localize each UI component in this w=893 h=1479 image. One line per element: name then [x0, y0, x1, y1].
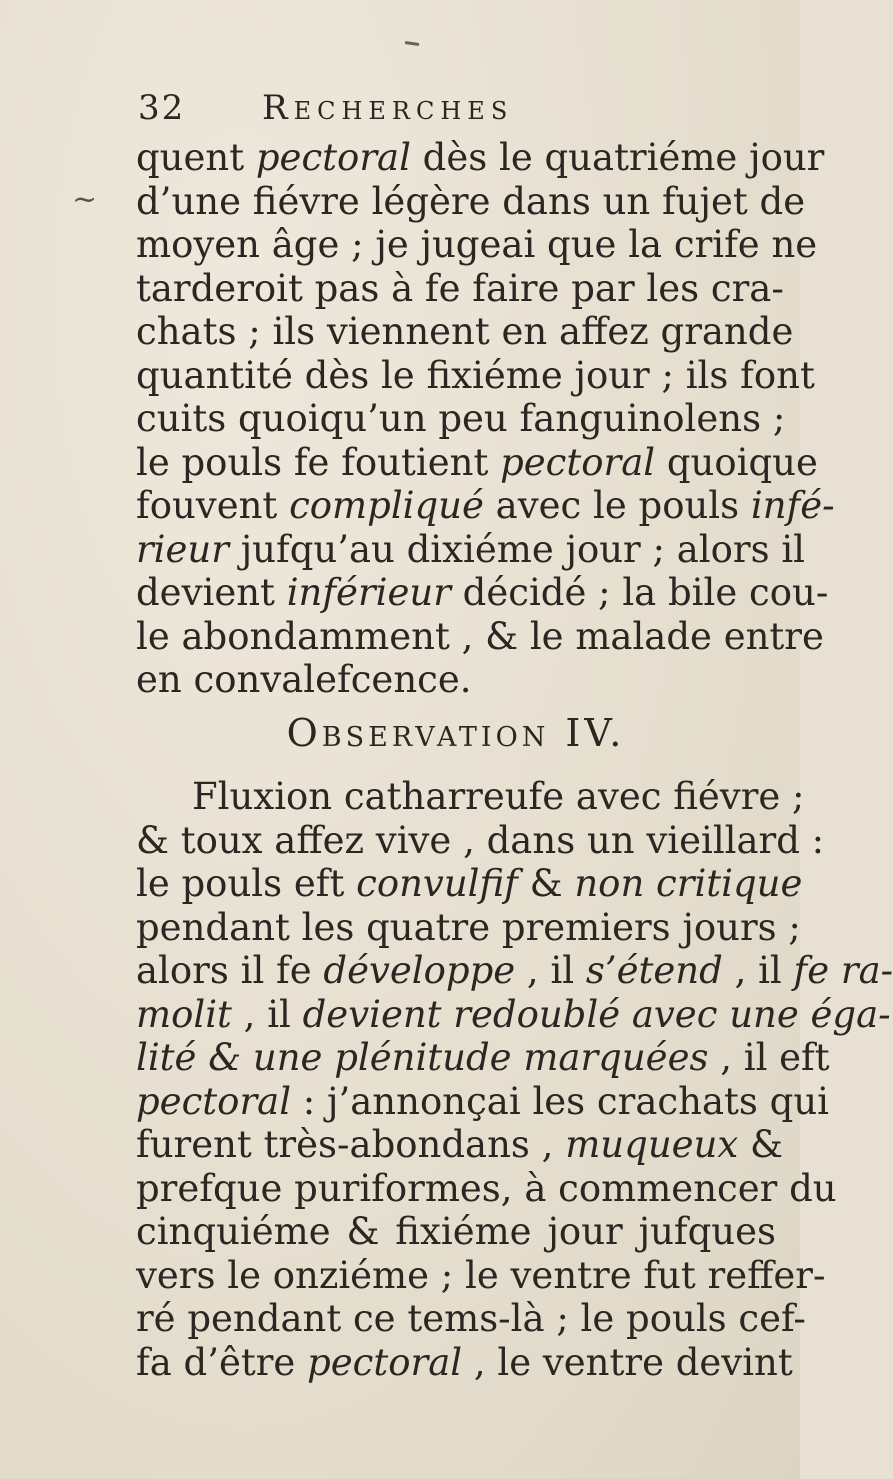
text-line [136, 775, 805, 819]
text-segment: le pouls fe foutient [136, 440, 501, 484]
italic-text: non critique [574, 862, 803, 905]
margin-mark: ~ [72, 182, 98, 217]
paragraph [136, 775, 893, 1384]
text-segment: & [738, 1123, 783, 1166]
text-line [136, 992, 891, 1037]
text-segment: , il [515, 949, 586, 992]
text-line [136, 136, 825, 180]
text-segment: dès le quatriéme jour [410, 136, 825, 179]
text-line [136, 949, 893, 993]
text-line [136, 862, 803, 906]
text-line [136, 571, 829, 615]
italic-text: infé- [750, 484, 835, 527]
text-segment: décidé ; la bile cou- [450, 571, 829, 614]
text-segment: & [517, 862, 575, 905]
text-segment: , il [722, 949, 794, 992]
text-segment: devient [136, 571, 287, 614]
text-segment: , le ventre devint [462, 1340, 793, 1384]
text-line [136, 179, 806, 224]
paragraph [136, 136, 835, 702]
text-segment: moyen âge ; je jugeai que la crife ne [136, 223, 818, 266]
text-segment: tarderoit pas à fe faire par les cra- [136, 266, 784, 310]
text-segment: avec le pouls [483, 484, 751, 527]
text-line [136, 527, 806, 572]
italic-text: rieur [136, 527, 229, 571]
italic-text: convulfif [356, 862, 518, 905]
italic-text: pectoral [255, 136, 411, 179]
text-line [136, 397, 786, 441]
text-line [136, 1297, 806, 1341]
italic-text: s’étend [585, 949, 723, 992]
text-line [136, 223, 818, 267]
text-line [136, 1166, 837, 1211]
italic-text: pectoral [136, 1079, 292, 1123]
text-segment: cuits quoiqu’un peu fanguinolens ; [136, 397, 786, 440]
text-line [136, 1036, 830, 1080]
text-line [136, 440, 818, 485]
text-segment: ré pendant ce tems-là ; le pouls cef- [136, 1297, 806, 1340]
text-line [136, 1253, 826, 1298]
text-line [136, 905, 801, 950]
italic-text: muqueux [565, 1123, 739, 1166]
page-header [138, 86, 778, 130]
text-line [136, 1123, 783, 1167]
text-segment: pendant les quatre premiers jours ; [136, 905, 801, 949]
text-segment: en convalefcence. [136, 658, 472, 701]
text-line [136, 310, 794, 354]
text-segment: & toux affez vive , dans un vieillard : [136, 818, 825, 862]
body-text [136, 136, 893, 1384]
text-segment: Fluxion catharreufe avec fiévre ; [192, 775, 805, 818]
text-line [136, 614, 824, 659]
text-segment: fouvent [136, 484, 290, 527]
text-line [136, 818, 825, 863]
italic-text: molit [136, 992, 232, 1036]
text-line [136, 1340, 793, 1385]
text-segment: d’une fiévre légère dans un fujet de [136, 179, 806, 223]
running-head: Recherches [262, 88, 514, 128]
text-segment: alors il fe [136, 949, 324, 992]
italic-text: pectoral [307, 1340, 463, 1384]
text-line [136, 353, 815, 398]
italic-text: lité & une plénitude marquées [136, 1036, 709, 1079]
text-line [136, 658, 776, 702]
text-segment: fa d’être [136, 1340, 308, 1384]
observation-heading: Observation IV. [286, 710, 626, 755]
text-segment: furent très-abondans , [136, 1123, 566, 1166]
text-line [136, 266, 784, 311]
italic-text: pectoral [500, 440, 656, 484]
italic-text: compliqué [289, 484, 484, 527]
text-line [136, 1079, 829, 1124]
text-segment: vers le onziéme ; le ventre fut reffer- [136, 1253, 826, 1297]
page-number: 32 [138, 88, 186, 128]
ink-mark [405, 41, 419, 46]
text-segment: quent [136, 136, 256, 179]
text-segment: : j’annonçai les crachats qui [291, 1079, 829, 1123]
italic-text: fe ra- [793, 949, 893, 992]
text-line [136, 484, 835, 528]
text-segment: , il [231, 992, 303, 1036]
text-segment: , il eft [708, 1036, 830, 1079]
text-segment: le abondamment , & le malade entre [136, 614, 824, 658]
text-segment: cinquiéme & fixiéme jour jufques [136, 1210, 776, 1253]
italic-text: inférieur [286, 571, 451, 614]
italic-text: devient redoublé avec une éga- [302, 992, 891, 1036]
text-segment: quantité dès le fixiéme jour ; ils font [136, 353, 815, 397]
text-segment: quoique [655, 440, 818, 484]
text-segment: prefque puriformes, à commencer du [136, 1166, 837, 1210]
text-segment: chats ; ils viennent en affez grande [136, 310, 794, 353]
italic-text: développe [323, 949, 516, 992]
text-segment: jufqu’au dixiéme jour ; alors il [228, 527, 806, 571]
text-segment: le pouls eft [136, 862, 357, 905]
text-line [136, 1210, 776, 1254]
